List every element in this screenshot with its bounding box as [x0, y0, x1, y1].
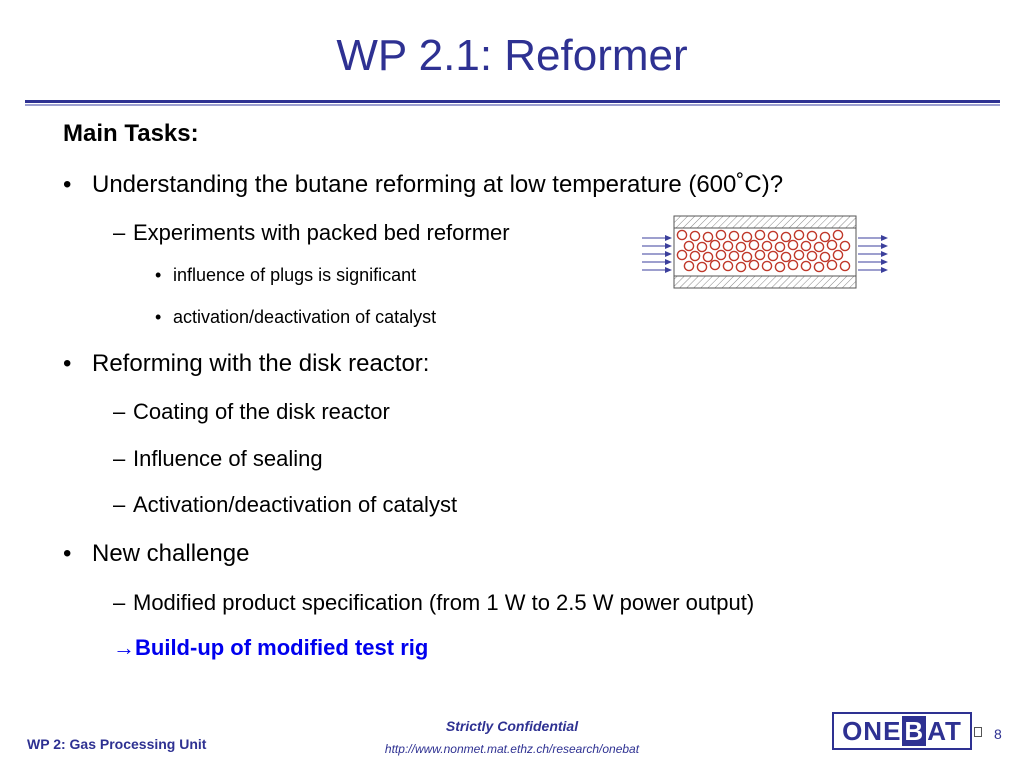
catalyst-particle: [729, 251, 738, 260]
catalyst-particle: [755, 250, 764, 259]
reactor-bottom-wall: [674, 276, 856, 288]
catalyst-particle: [827, 240, 836, 249]
flow-arrow-head: [665, 267, 672, 273]
placeholder-box-icon: [974, 727, 982, 737]
catalyst-particle: [749, 240, 758, 249]
catalyst-particle: [801, 261, 810, 270]
catalyst-particle: [768, 231, 777, 240]
catalyst-particle: [788, 260, 797, 269]
page-number: 8: [994, 726, 1002, 742]
catalyst-particle: [690, 231, 699, 240]
footer-url: http://www.nonmet.mat.ethz.ch/research/onebat: [384, 742, 640, 756]
catalyst-particle: [794, 250, 803, 259]
dash-marker: –: [113, 399, 126, 424]
catalyst-particle: [684, 241, 693, 250]
catalyst-particle: [742, 252, 751, 261]
catalyst-particle: [697, 242, 706, 251]
catalyst-particle: [755, 230, 764, 239]
catalyst-particle: [684, 261, 693, 270]
flow-arrow-head: [881, 259, 888, 265]
catalyst-particle: [788, 240, 797, 249]
dash-marker: –: [113, 446, 126, 471]
bullet-marker: •: [155, 265, 162, 285]
arrow-right-icon: →: [113, 635, 135, 660]
dash-marker: –: [113, 590, 126, 615]
catalyst-particle: [710, 240, 719, 249]
catalyst-particle: [794, 230, 803, 239]
footer-workpackage: WP 2: Gas Processing Unit: [27, 736, 207, 752]
dash-marker: –: [113, 492, 126, 517]
catalyst-particle: [762, 261, 771, 270]
flow-arrow-head: [665, 251, 672, 257]
catalyst-particle: [723, 241, 732, 250]
slide-title: WP 2.1: Reformer: [336, 31, 688, 80]
catalyst-particle: [723, 261, 732, 270]
catalyst-particle: [775, 242, 784, 251]
catalyst-particle: [814, 262, 823, 271]
catalyst-particle: [840, 241, 849, 250]
catalyst-particle: [677, 230, 686, 239]
catalyst-particle: [716, 250, 725, 259]
catalyst-particle: [716, 230, 725, 239]
catalyst-particle: [742, 232, 751, 241]
highlight-test-rig: [113, 637, 428, 659]
catalyst-particle: [736, 242, 745, 251]
catalyst-particle: [840, 261, 849, 270]
catalyst-particle: [729, 231, 738, 240]
catalyst-particle: [833, 230, 842, 239]
subsubtask-plugs: influence of plugs is significant: [173, 265, 417, 285]
catalyst-particle: [710, 260, 719, 269]
flow-arrow-head: [881, 235, 888, 241]
bullet-marker: •: [63, 540, 72, 567]
catalyst-particle: [736, 262, 745, 271]
task-butane-reforming: Understanding the butane reforming at low temperature (600˚C)?: [92, 171, 784, 198]
catalyst-particle: [807, 251, 816, 260]
footer-confidential: Strictly Confidential: [445, 718, 579, 734]
catalyst-particle: [768, 251, 777, 260]
subsubtask-activation: activation/deactivation of catalyst: [173, 307, 437, 327]
catalyst-particle: [801, 241, 810, 250]
subtask-product-spec: Modified product specification (from 1 W to 2.5 W power output): [133, 590, 755, 615]
subtask-sealing: Influence of sealing: [133, 446, 323, 471]
catalyst-particle: [827, 260, 836, 269]
flow-arrow-head: [665, 243, 672, 249]
catalyst-particle: [762, 241, 771, 250]
catalyst-particle: [775, 262, 784, 271]
subtask-packed-bed: Experiments with packed bed reformer: [133, 220, 510, 245]
dash-marker: –: [113, 220, 126, 245]
main-tasks-heading: Main Tasks:: [63, 120, 199, 147]
bullet-marker: •: [63, 171, 72, 198]
logo-text-on: ON: [842, 715, 884, 746]
bullet-marker: •: [63, 350, 72, 377]
catalyst-particle: [749, 260, 758, 269]
flow-arrow-head: [881, 267, 888, 273]
highlight-text: Build-up of modified test rig: [135, 635, 429, 660]
catalyst-particle: [781, 252, 790, 261]
packed-bed-reactor-diagram: [640, 214, 890, 292]
flow-arrow-head: [665, 259, 672, 265]
flow-arrow-head: [665, 235, 672, 241]
logo-text-b: B: [904, 715, 925, 746]
catalyst-particle: [690, 251, 699, 260]
catalyst-particle: [833, 250, 842, 259]
catalyst-particle: [677, 250, 686, 259]
logo-text-at: AT: [927, 715, 962, 746]
task-new-challenge: New challenge: [92, 540, 250, 567]
title-rule: [25, 100, 1000, 103]
task-disk-reactor: Reforming with the disk reactor:: [92, 350, 430, 377]
title-rule-shadow: [25, 104, 1000, 106]
catalyst-particle: [703, 232, 712, 241]
catalyst-particle: [820, 252, 829, 261]
reactor-top-wall: [674, 216, 856, 228]
catalyst-particle: [807, 231, 816, 240]
onebat-logo: [832, 712, 972, 750]
flow-arrow-head: [881, 251, 888, 257]
subtask-activation: Activation/deactivation of catalyst: [133, 492, 458, 517]
catalyst-particle: [703, 252, 712, 261]
subtask-coating: Coating of the disk reactor: [133, 399, 390, 424]
bullet-marker: •: [155, 307, 162, 327]
flow-arrow-head: [881, 243, 888, 249]
catalyst-particle: [820, 232, 829, 241]
catalyst-particle: [781, 232, 790, 241]
catalyst-particle: [697, 262, 706, 271]
logo-text-e: E: [883, 715, 902, 746]
catalyst-particle: [814, 242, 823, 251]
